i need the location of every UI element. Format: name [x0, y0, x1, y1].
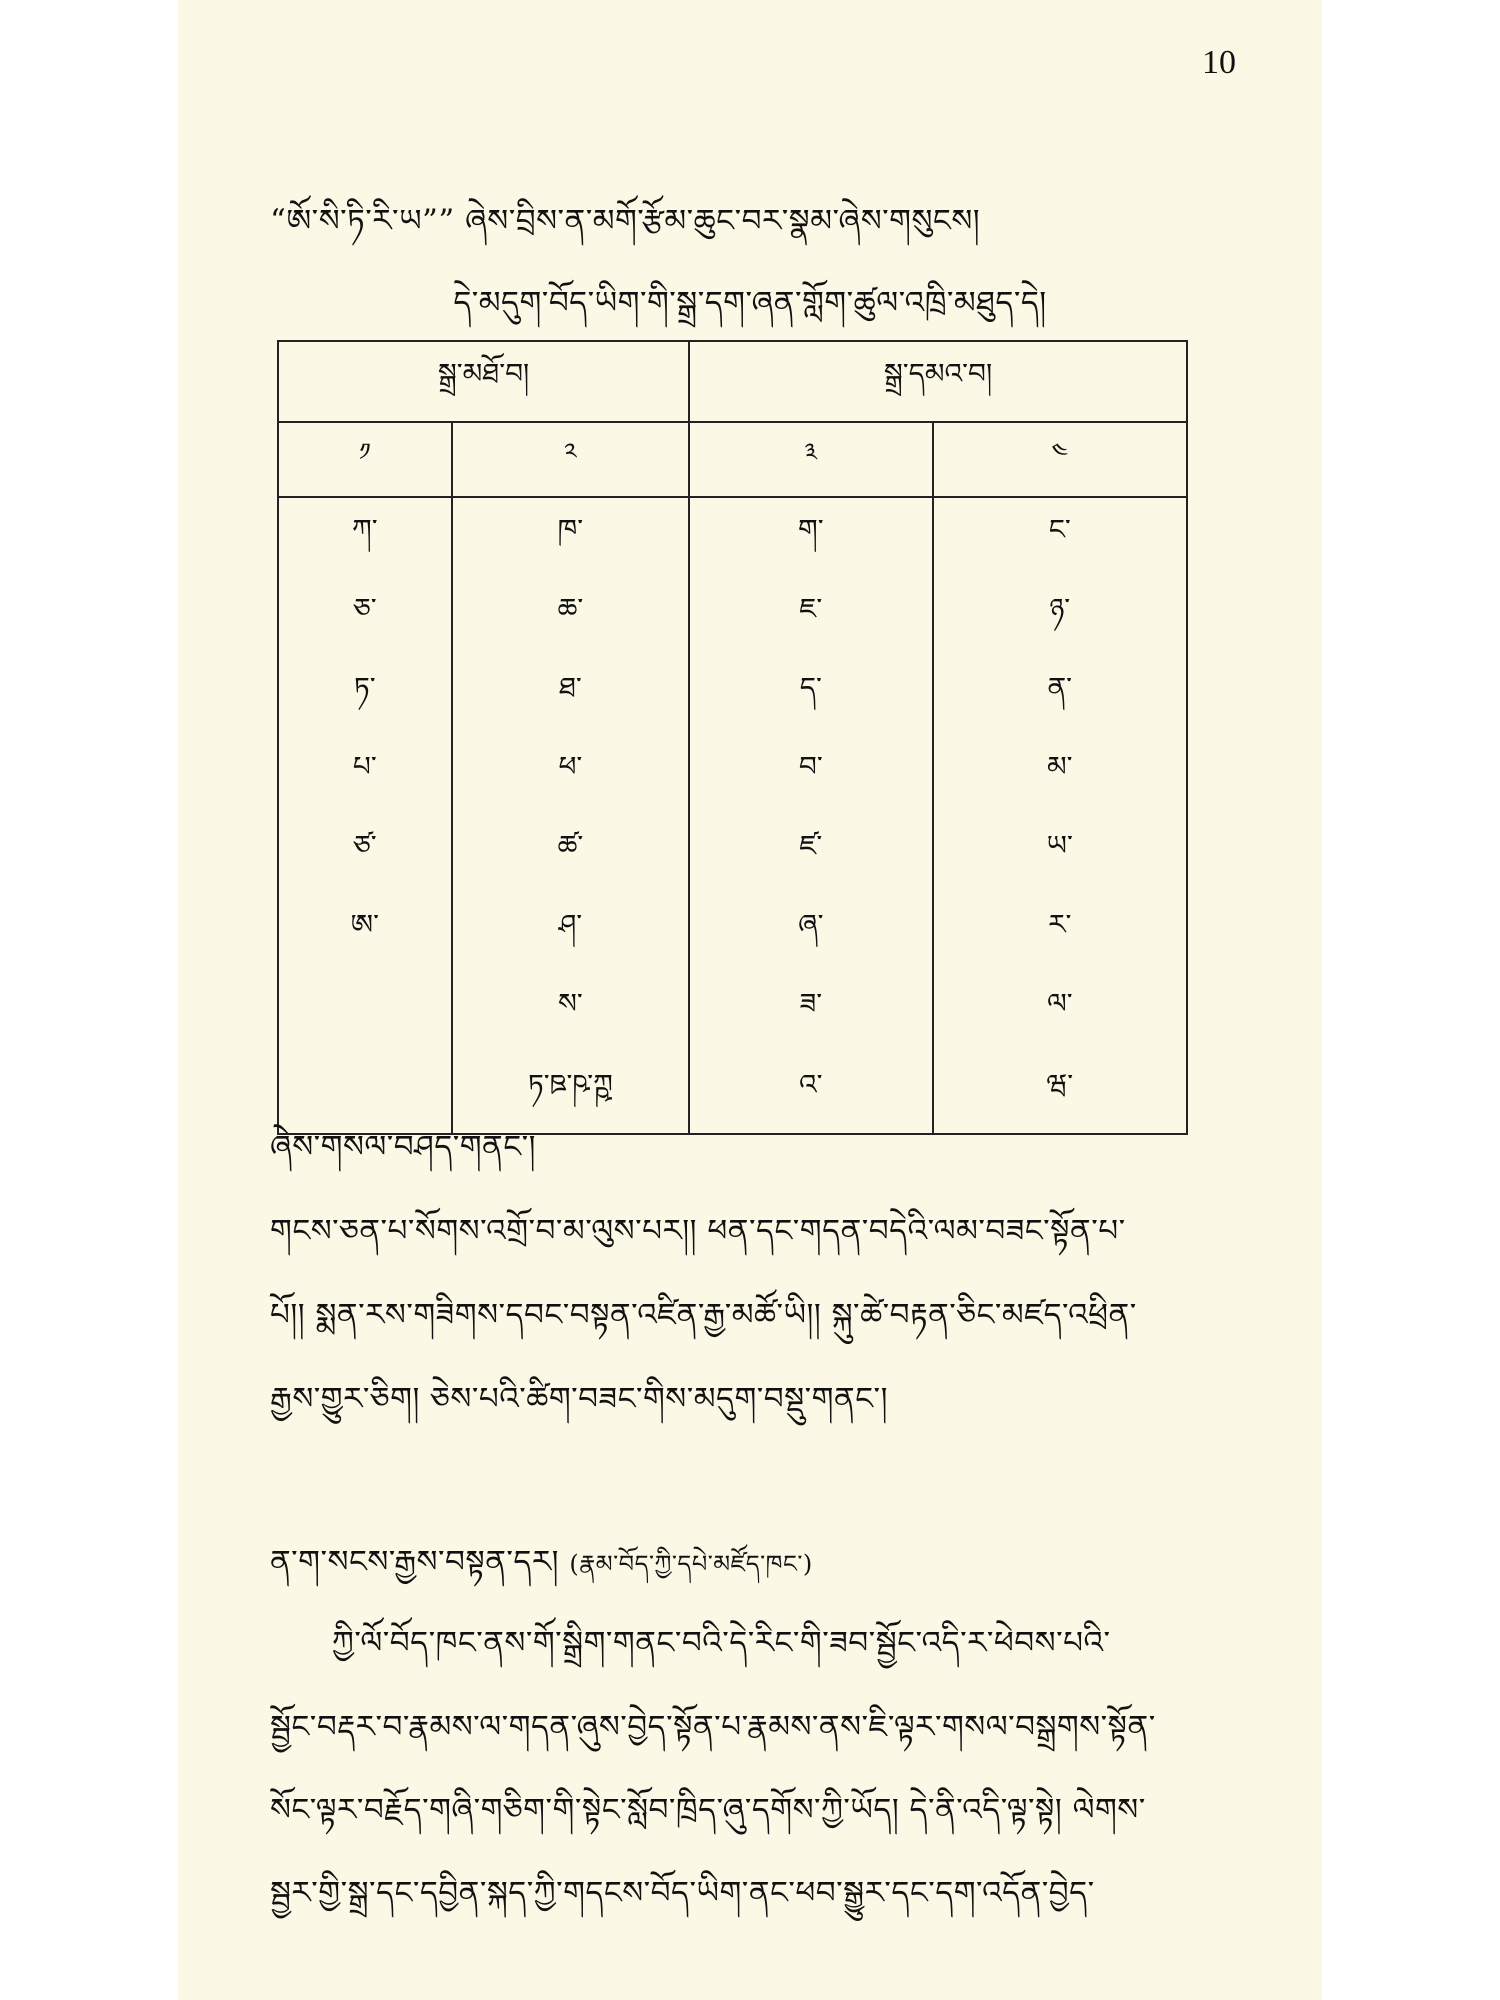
- table-cell: ཉ་: [933, 577, 1187, 656]
- table-cell: བ་: [689, 735, 932, 814]
- table-cell: པ་: [278, 735, 452, 814]
- quote-line: “ཨོ་སི་ཏི་རི་ཡ”” ཞེས་བྲིས་ན་མགོ་རྩོམ་ཆུང་བར་སྣམ་ཞེས་གསུངས།: [270, 203, 981, 239]
- table-cell: ཚ་: [452, 814, 689, 893]
- table-row: [278, 893, 1187, 972]
- table-cell: ཇ་: [689, 577, 932, 656]
- table-cell: ཝ་: [933, 1051, 1187, 1134]
- book-page: [178, 0, 1322, 2000]
- table-cell: ན་: [933, 656, 1187, 735]
- table-cell: ལ་: [933, 972, 1187, 1051]
- section-title: [270, 1527, 813, 1614]
- table-cell: ང་: [933, 497, 1187, 577]
- consonant-table: [277, 340, 1188, 1135]
- table-cell: ས་: [452, 972, 689, 1051]
- table-cell: ཐ་: [452, 656, 689, 735]
- table-cell: ཁ་: [452, 497, 689, 577]
- column-number: ༢: [452, 422, 689, 497]
- table-cell: ཟ་: [689, 972, 932, 1051]
- paragraph-line: སྦྱར་གྱི་སྒྲ་དང་དབྱིན་སྐད་ཀྱི་གདངས་བོད་ཡིག་ནང་ཕབ་སྒྱུར་དང་དག་འདོན་བྱེད་: [270, 1875, 1095, 1911]
- column-number: ༤: [933, 422, 1187, 497]
- table-row: [278, 814, 1187, 893]
- header-low-tone: སྒྲ་དམའ་བ།: [689, 341, 1187, 422]
- table-row: [278, 735, 1187, 814]
- section-title-parenthetical: (རྣམ་བོད་ཀྱི་དཔེ་མཛོད་ཁང་): [569, 1550, 813, 1578]
- table-cell: ར་: [933, 893, 1187, 972]
- table-row: [278, 577, 1187, 656]
- table-cell: [278, 972, 452, 1051]
- table-row: [278, 972, 1187, 1051]
- table-cell: ཆ་: [452, 577, 689, 656]
- table-cell: ཙ་: [278, 814, 452, 893]
- section-title-text: ན་ག་སངས་རྒྱས་བསྟན་དར།: [270, 1544, 560, 1580]
- table-cell: མ་: [933, 735, 1187, 814]
- table-cell: ཏ་: [278, 656, 452, 735]
- paragraph-line: པོ།། སྨན་རས་གཟིགས་དབང་བསྟན་འཛིན་རྒྱ་མཚོ་ཡི།། སྐུ་ཚེ་བརྟན་ཅིང་མཛད་འཕྲིན་: [270, 1297, 1137, 1333]
- paragraph-line: སོང་ལྟར་བརྗོད་གཞི་གཅིག་གི་སྟེང་སློབ་ཁྲིད་ཞུ་དགོས་ཀྱི་ཡོད། དེ་ནི་འདི་ལྟ་སྟེ། ལེགས་: [270, 1792, 1146, 1828]
- header-high-tone: སྒྲ་མཐོ་བ།: [278, 341, 689, 422]
- table-row: [278, 497, 1187, 577]
- table-cell: ཛ་: [689, 814, 932, 893]
- column-number: ༣: [689, 422, 932, 497]
- table-cell: ཤ་: [452, 893, 689, 972]
- table-row: [278, 656, 1187, 735]
- after-table-line: ཞེས་གསལ་བཤད་གནང་།: [270, 1129, 536, 1165]
- table-cell: ཡ་: [933, 814, 1187, 893]
- table-caption: དེ་མདུག་བོད་ཡིག་གི་སྒྲ་དག་ཞན་གློག་ཚུལ་འཁྲི་མཐུད་དེ།: [453, 285, 1047, 321]
- column-number: ༡: [278, 422, 452, 497]
- table-cell: ཞ་: [689, 893, 932, 972]
- table-cell: ག་: [689, 497, 932, 577]
- paragraph-line: རྒྱས་གྱུར་ཅིག། ཅེས་པའི་ཚིག་བཟང་གིས་མདུག་བསྡུ་གནང་།: [270, 1381, 888, 1417]
- table-cell: ཨ་: [278, 893, 452, 972]
- table-cell: ཀ་: [278, 497, 452, 577]
- page-number: 10: [1202, 44, 1236, 81]
- table-cell: ཅ་: [278, 577, 452, 656]
- paragraph-line: སྦྱོང་བརྡར་བ་རྣམས་ལ་གདན་ཞུས་བྱེད་སྟོན་པ་རྣམས་ནས་ཇི་ལྟར་གསལ་བསྒྲགས་སྟོན་: [270, 1709, 1156, 1745]
- table-cell: འ་: [689, 1051, 932, 1134]
- paragraph-line: ཀྱི་ལོ་བོད་ཁང་ནས་གོ་སྒྲིག་གནང་བའི་དེ་རིང་གི་ཟབ་སྦྱོང་འདི་ར་ཕེབས་པའི་: [332, 1625, 1111, 1661]
- paragraph-line: གངས་ཅན་པ་སོགས་འགྲོ་བ་མ་ལུས་པར།། ཕན་དང་གདན་བདེའི་ལམ་བཟང་སྟོན་པ་: [270, 1213, 1126, 1249]
- table-cell: ད་: [689, 656, 932, 735]
- table-cell: ཕ་: [452, 735, 689, 814]
- table-cell: ཏ་ཋ་ཥ་ཀྵ: [452, 1051, 689, 1134]
